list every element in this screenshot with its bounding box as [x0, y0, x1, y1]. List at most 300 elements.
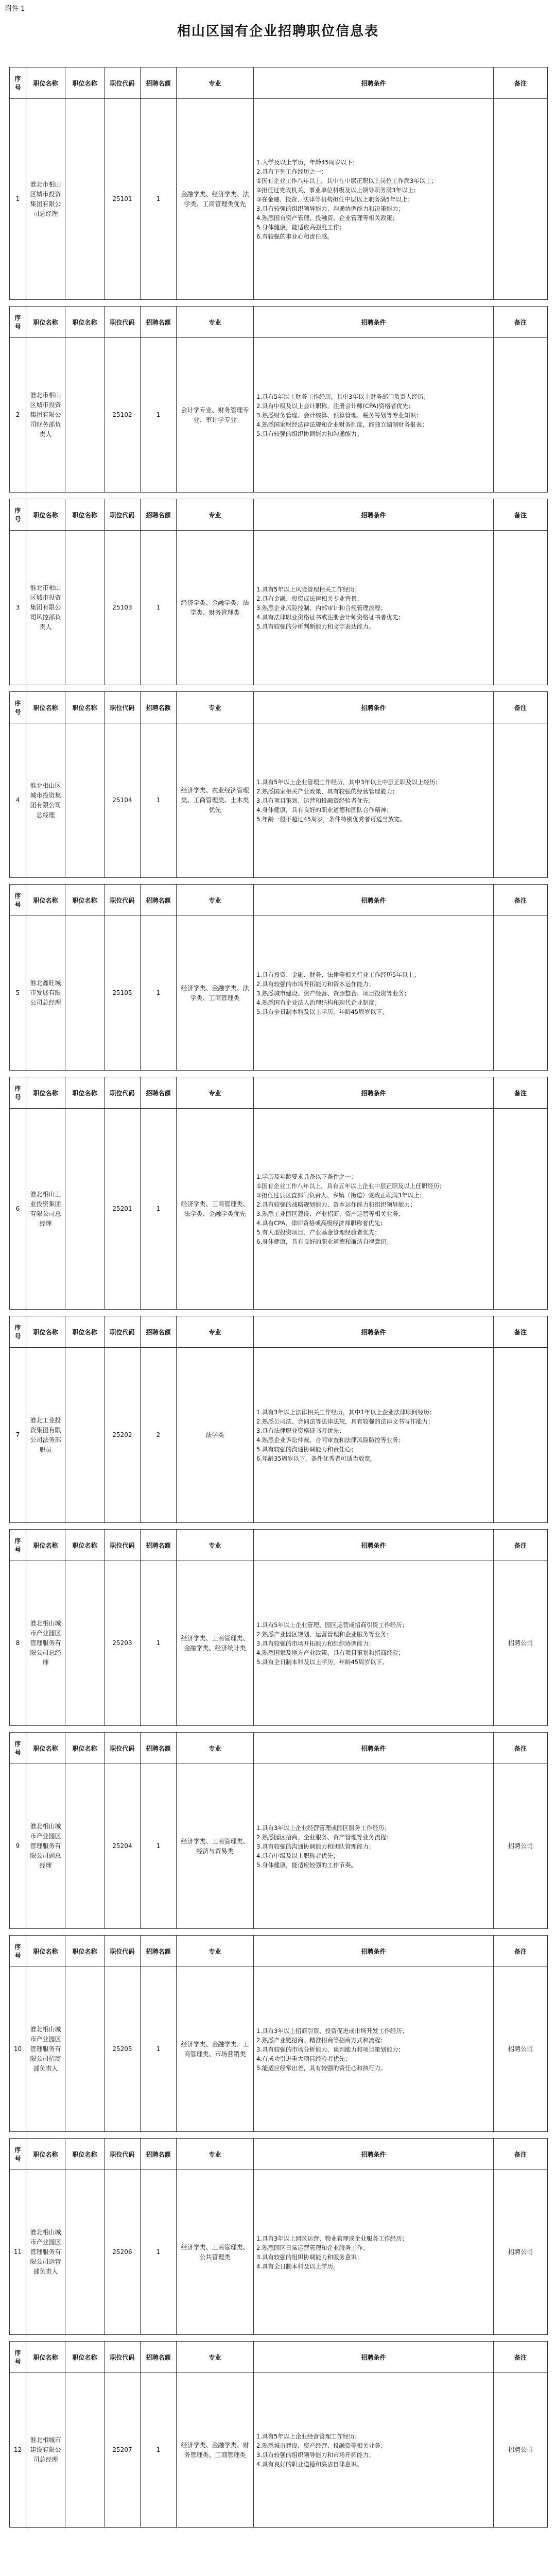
cell-major: 金融学类、经济学类、法学类、工商管理类优先 [177, 99, 254, 300]
header-conditions: 招聘条件 [254, 307, 494, 338]
header-conditions: 招聘条件 [254, 692, 494, 723]
header-count: 招聘名额 [141, 499, 177, 531]
job-block [9, 1935, 547, 2132]
condition-line: 2.熟悉国家相关产业政策，具有较强的经营管理能力； [256, 787, 398, 795]
job-table [9, 1529, 548, 1726]
condition-line: 3.熟悉财务管理、会计核算、预算管理、税务筹划等专业知识； [256, 411, 422, 419]
cell-position [65, 1109, 105, 1310]
condition-line: 1.具有5年以上风险管理相关工作经历； [256, 585, 361, 593]
header-no: 序号 [10, 499, 26, 531]
header-no: 序号 [10, 1733, 26, 1764]
header-code: 职位代码 [105, 1077, 141, 1109]
header-code: 职位代码 [105, 885, 141, 916]
job-block [9, 306, 547, 493]
header-conditions: 招聘条件 [254, 2139, 494, 2170]
cell-code: 25102 [105, 338, 141, 493]
job-block [9, 1732, 547, 1929]
cell-count: 1 [141, 99, 177, 300]
cell-code: 25204 [105, 1764, 141, 1929]
cell-code: 25202 [105, 1348, 141, 1523]
condition-line: 1.具有3年以上招商引资、投资促进或市场开发工作经历； [256, 2027, 408, 2035]
cell-conditions [254, 338, 494, 493]
header-position: 职位名称 [65, 499, 105, 531]
header-remarks: 备注 [494, 692, 548, 723]
cell-position [65, 1764, 105, 1929]
condition-line: 4.身体健康，具有良好的职业道德和团队合作精神； [256, 806, 392, 814]
header-no: 序号 [10, 2139, 26, 2170]
condition-line: 1.具有5年以上企业管理工作经历，其中3年以上中层正职及以上经历； [256, 778, 442, 786]
header-position: 职位名称 [65, 692, 105, 723]
header-major: 专业 [177, 1936, 254, 1967]
header-remarks: 备注 [494, 1733, 548, 1764]
header-major: 专业 [177, 67, 254, 99]
header-company: 职位名称 [26, 1316, 65, 1348]
table-row [10, 1967, 548, 2132]
cell-position [65, 1348, 105, 1523]
cell-conditions [254, 1967, 494, 2132]
header-count: 招聘名额 [141, 1936, 177, 1967]
table-row [10, 1109, 548, 1310]
cell-conditions [254, 1109, 494, 1310]
cell-company: 淮北相城市建设有限公司总经理 [26, 2373, 65, 2528]
cell-count: 1 [141, 1967, 177, 2132]
cell-remarks: 招聘公司 [494, 1561, 548, 1726]
header-count: 招聘名额 [141, 307, 177, 338]
job-block [9, 499, 547, 685]
header-conditions: 招聘条件 [254, 885, 494, 916]
table-row [10, 99, 548, 300]
condition-line: ②担任过党政机关、事业单位科级及以上领导职务满3年以上； [256, 186, 420, 194]
header-conditions: 招聘条件 [254, 2342, 494, 2373]
cell-conditions [254, 723, 494, 878]
cell-code: 25206 [105, 2170, 141, 2335]
job-table [9, 2138, 548, 2335]
table-row [10, 2170, 548, 2335]
table-header-row [10, 307, 548, 338]
condition-line: 6.有较强的事业心和责任感。 [256, 232, 333, 240]
cell-code: 25203 [105, 1561, 141, 1726]
table-row [10, 1764, 548, 1929]
header-major: 专业 [177, 692, 254, 723]
header-position: 职位名称 [65, 307, 105, 338]
cell-no: 3 [10, 531, 26, 685]
header-code: 职位代码 [105, 692, 141, 723]
cell-major: 经济学类、工商管理类、公共管理类 [177, 2170, 254, 2335]
header-remarks: 备注 [494, 1316, 548, 1348]
cell-major: 经济学类、金融学类、法学类、财务管理类 [177, 531, 254, 685]
cell-major: 法学类 [177, 1348, 254, 1523]
header-major: 专业 [177, 1077, 254, 1109]
header-conditions: 招聘条件 [254, 1733, 494, 1764]
table-header-row [10, 1936, 548, 1967]
header-remarks: 备注 [494, 885, 548, 916]
cell-count: 2 [141, 1348, 177, 1523]
header-no: 序号 [10, 885, 26, 916]
cell-company: 淮北相山工业投资集团有限公司总经理 [26, 1109, 65, 1310]
header-count: 招聘名额 [141, 1316, 177, 1348]
cell-remarks: 招聘公司 [494, 2373, 548, 2528]
header-company: 职位名称 [26, 1936, 65, 1967]
cell-position [65, 1561, 105, 1726]
header-major: 专业 [177, 2139, 254, 2170]
cell-count: 1 [141, 2373, 177, 2528]
condition-line: 1.大学及以上学历，年龄45周岁以下； [256, 158, 359, 166]
cell-remarks [494, 916, 548, 1071]
cell-code: 25205 [105, 1967, 141, 2132]
cell-major: 经济学类、工商管理类、法学类、金融学类优先 [177, 1109, 254, 1310]
cell-code: 25104 [105, 723, 141, 878]
condition-line: 5.年龄一般不超过45周岁，条件特别优秀者可适当放宽。 [256, 815, 406, 823]
condition-line: ③在金融、投资、法律等机构担任中层以上职务满5年以上； [256, 195, 414, 203]
cell-major: 会计学专业、财务管理专业、审计学专业 [177, 338, 254, 493]
table-row [10, 531, 548, 685]
header-no: 序号 [10, 1936, 26, 1967]
table-header-row [10, 67, 548, 99]
condition-line: 1.具有5年以上财务工作经历，其中3年以上财务部门负责人经历； [256, 393, 430, 400]
cell-major: 经济学类、金融学类、工商管理类、市场营销类 [177, 1967, 254, 2132]
condition-line: 2.具有金融、投资或法律相关专业背景； [256, 595, 363, 602]
header-count: 招聘名额 [141, 67, 177, 99]
header-remarks: 备注 [494, 2139, 548, 2170]
job-table [9, 306, 548, 493]
table-header-row [10, 1077, 548, 1109]
header-no: 序号 [10, 1316, 26, 1348]
cell-position [65, 338, 105, 493]
header-no: 序号 [10, 692, 26, 723]
cell-count: 1 [141, 1561, 177, 1726]
page-title: 相山区国有企业招聘职位信息表 [177, 24, 379, 39]
cell-remarks [494, 531, 548, 685]
cell-company: 淮北相山城市产业园区管理服务有限公司运营部负责人 [26, 2170, 65, 2335]
header-position: 职位名称 [65, 885, 105, 916]
header-position: 职位名称 [65, 1077, 105, 1109]
cell-remarks: 招聘公司 [494, 2170, 548, 2335]
condition-line: 5.具有较强的分析判断能力和文字表达能力。 [256, 622, 375, 630]
cell-count: 1 [141, 338, 177, 493]
condition-line: 4.具有良好的职业道德和廉洁自律意识。 [256, 2460, 363, 2468]
job-table [9, 1316, 548, 1523]
header-position: 职位名称 [65, 67, 105, 99]
condition-line: 2.具有较强的战略规划能力、资本运作能力和组织领导能力； [256, 1200, 416, 1208]
cell-position [65, 2170, 105, 2335]
header-remarks: 备注 [494, 67, 548, 99]
header-company: 职位名称 [26, 499, 65, 531]
cell-conditions [254, 1561, 494, 1726]
condition-line: 1.具有5年以上企业管理、园区运营或招商引资工作经历； [256, 1621, 408, 1629]
cell-no: 9 [10, 1764, 26, 1929]
condition-line: 2.具有中级及以上会计职称，注册会计师(CPA)资格者优先； [256, 402, 414, 410]
header-major: 专业 [177, 1733, 254, 1764]
header-count: 招聘名额 [141, 2139, 177, 2170]
table-row [10, 1561, 548, 1726]
condition-line: ②担任过县区直部门负责人、乡镇（街道）党政正职满3年以上； [256, 1191, 426, 1199]
cell-position [65, 2373, 105, 2528]
header-position: 职位名称 [65, 2139, 105, 2170]
header-company: 职位名称 [26, 307, 65, 338]
condition-line: 1.具有5年以上企业经营管理工作经历； [256, 2432, 361, 2440]
header-code: 职位代码 [105, 67, 141, 99]
table-header-row [10, 1530, 548, 1561]
header-company: 职位名称 [26, 1530, 65, 1561]
job-block [9, 1077, 547, 1310]
header-position: 职位名称 [65, 1936, 105, 1967]
cell-company: 淮北相山城市产业园区管理服务有限公司副总经理 [26, 1764, 65, 1929]
header-count: 招聘名额 [141, 1077, 177, 1109]
condition-line: 2.熟悉产业链招商、精准招商等招商方式和流程； [256, 2036, 387, 2044]
header-major: 专业 [177, 1316, 254, 1348]
header-code: 职位代码 [105, 1316, 141, 1348]
condition-line: 3.熟悉城市建设、资产经营、资源整合、项目投资等业务； [256, 989, 410, 997]
condition-line: 4.具有法律职业资格证书或注册会计师资格证书者优先； [256, 613, 404, 621]
cell-count: 1 [141, 1109, 177, 1310]
cell-no: 8 [10, 1561, 26, 1726]
cell-remarks [494, 1109, 548, 1310]
header-count: 招聘名额 [141, 1530, 177, 1561]
header-conditions: 招聘条件 [254, 1530, 494, 1561]
cell-company: 淮北工业投资集团有限公司法务部职员 [26, 1348, 65, 1523]
cell-count: 1 [141, 2170, 177, 2335]
cell-no: 7 [10, 1348, 26, 1523]
condition-line: 3.熟悉工业园区建设、产业招商、资产运营等相关业务； [256, 1210, 404, 1217]
condition-line: 1.学历及年龄要求具备以下条件之一： [256, 1173, 357, 1180]
cell-no: 1 [10, 99, 26, 300]
table-row [10, 1348, 548, 1523]
cell-position [65, 723, 105, 878]
header-code: 职位代码 [105, 2342, 141, 2373]
header-major: 专业 [177, 307, 254, 338]
cell-count: 1 [141, 916, 177, 1071]
cell-no: 11 [10, 2170, 26, 2335]
cell-major: 经济学类、金融学类、财务管理类、工商管理类 [177, 2373, 254, 2528]
cell-no: 4 [10, 723, 26, 878]
header-remarks: 备注 [494, 1077, 548, 1109]
condition-line: 2.熟悉城市建设、资产经营、投融资等相关业务； [256, 2442, 387, 2449]
header-remarks: 备注 [494, 1530, 548, 1561]
condition-line: 3.具有法律职业资格证书者优先； [256, 1427, 345, 1434]
job-block [9, 691, 547, 878]
header-no: 序号 [10, 67, 26, 99]
header-code: 职位代码 [105, 2139, 141, 2170]
condition-line: 6.年龄35周岁以下，条件优秀者可适当放宽。 [256, 1454, 376, 1462]
job-table [9, 1077, 548, 1310]
table-header-row [10, 2342, 548, 2373]
attachment-label: 附件 1 [5, 5, 25, 13]
condition-line: ①国有企业工作八年以上，具有五年以上企业中层正职及以上任职经历； [256, 1182, 445, 1190]
condition-line: 4.熟悉企业诉讼仲裁、合同审查和法律风险防控等业务； [256, 1436, 404, 1444]
header-no: 序号 [10, 1077, 26, 1109]
header-conditions: 招聘条件 [254, 1077, 494, 1109]
header-major: 专业 [177, 499, 254, 531]
header-company: 职位名称 [26, 2342, 65, 2373]
condition-line: 5.身体健康，能适应高强度工作； [256, 223, 345, 231]
cell-company: 淮北市相山区城市投资集团有限公司总经理 [26, 99, 65, 300]
header-company: 职位名称 [26, 885, 65, 916]
header-conditions: 招聘条件 [254, 499, 494, 531]
header-remarks: 备注 [494, 499, 548, 531]
condition-line: 3.具有较强的市场分析能力、谈判能力和项目策划能力； [256, 2045, 404, 2053]
cell-no: 2 [10, 338, 26, 493]
header-code: 职位代码 [105, 499, 141, 531]
cell-code: 25207 [105, 2373, 141, 2528]
cell-no: 5 [10, 916, 26, 1071]
condition-line: 3.具有项目策划、运营和投融资经验者优先； [256, 796, 375, 804]
condition-line: 4.具有全日制本科及以上学历。 [256, 2262, 339, 2270]
job-table [9, 1935, 548, 2132]
job-table [9, 67, 548, 300]
condition-line: 6.身体健康，具有良好的职业道德和廉洁自律意识。 [256, 1238, 392, 1245]
condition-line: 3.具有较强的沟通协调能力和团队管理能力； [256, 1842, 375, 1850]
header-remarks: 备注 [494, 307, 548, 338]
table-header-row [10, 499, 548, 531]
job-block [9, 2341, 547, 2528]
condition-line: 2.具有较强的市场开拓能力和资本运作能力； [256, 980, 375, 988]
table-header-row [10, 885, 548, 916]
header-company: 职位名称 [26, 67, 65, 99]
condition-line: 5.具有全日制本科及以上学历，年龄45周岁以下。 [256, 1658, 388, 1666]
condition-line: 1.具有3年以上企业经营管理或园区服务工作经历； [256, 1824, 390, 1832]
cell-remarks: 招聘公司 [494, 1764, 548, 1929]
job-table [9, 1732, 548, 1929]
header-company: 职位名称 [26, 692, 65, 723]
header-count: 招聘名额 [141, 1733, 177, 1764]
condition-line: 5.能适应经常出差，具有较强的责任心和执行力。 [256, 2064, 387, 2072]
header-code: 职位代码 [105, 1530, 141, 1561]
condition-line: 4.具有CPA、律师资格或高级经济师职称者优先； [256, 1219, 386, 1227]
header-major: 专业 [177, 885, 254, 916]
table-header-row [10, 2139, 548, 2170]
cell-major: 经济学类、工商管理类、金融学类、经济统计类 [177, 1561, 254, 1726]
job-table [9, 884, 548, 1071]
cell-company: 淮北相山区城市投资集团有限公司总经理 [26, 723, 65, 878]
condition-line: ①国有企业工作八年以上，其中在中层正职以上岗位工作满3年以上； [256, 177, 438, 184]
header-no: 序号 [10, 307, 26, 338]
condition-line: 1.具有3年以上法律相关工作经历，其中1年以上企业法律顾问经历； [256, 1408, 436, 1416]
header-position: 职位名称 [65, 1530, 105, 1561]
header-conditions: 招聘条件 [254, 1936, 494, 1967]
cell-conditions [254, 99, 494, 300]
header-conditions: 招聘条件 [254, 67, 494, 99]
header-company: 职位名称 [26, 2139, 65, 2170]
condition-line: 2.熟悉园区招商、企业服务、资产管理等业务流程； [256, 1833, 392, 1841]
job-tables [9, 67, 547, 2534]
condition-line: 2.熟悉产业园区规划、运营管理和企业服务等业务； [256, 1630, 392, 1638]
cell-company: 淮北市相山区城市投资集团有限公司财务部负责人 [26, 338, 65, 493]
condition-line: 1.具有投资、金融、财务、法律等相关行业工作经历5年以上； [256, 971, 420, 978]
cell-conditions [254, 1764, 494, 1929]
condition-line: 2.熟悉公司法、合同法等法律法规，具有较强的法律文书写作能力； [256, 1417, 434, 1425]
cell-position [65, 1967, 105, 2132]
cell-position [65, 916, 105, 1071]
table-row [10, 2373, 548, 2528]
condition-line: 3.具有较强的组织领导能力、沟通协调能力和决策能力； [256, 205, 404, 212]
cell-major: 经济学类、金融学类、法学类、工商管理类 [177, 916, 254, 1071]
job-table [9, 691, 548, 878]
cell-remarks: 招聘公司 [494, 1967, 548, 2132]
job-table [9, 499, 548, 685]
cell-conditions [254, 2170, 494, 2335]
condition-line: 2.具有下列工作经历之一： [256, 167, 327, 175]
condition-line: 4.熟悉国家财经法律法规和企业财务制度，能独立编制财务报表； [256, 420, 428, 428]
condition-line: 5.具有较强的沟通协调能力和责任心； [256, 1445, 357, 1453]
table-row [10, 723, 548, 878]
cell-major: 经济学类、农业经济管理类、工商管理类、土木类优先 [177, 723, 254, 878]
header-position: 职位名称 [65, 1316, 105, 1348]
cell-conditions [254, 531, 494, 685]
job-block [9, 1529, 547, 1726]
header-code: 职位代码 [105, 307, 141, 338]
table-header-row [10, 1733, 548, 1764]
job-block [9, 1316, 547, 1523]
cell-code: 25201 [105, 1109, 141, 1310]
cell-no: 10 [10, 1967, 26, 2132]
cell-company: 淮北相山城市产业园区管理服务有限公司总经理 [26, 1561, 65, 1726]
cell-count: 1 [141, 723, 177, 878]
header-position: 职位名称 [65, 2342, 105, 2373]
cell-conditions [254, 916, 494, 1071]
condition-line: 5.有大型投资项目、产业基金管理经验者优先； [256, 1228, 380, 1236]
table-row [10, 916, 548, 1071]
condition-line: 4.熟悉国家及地方产业政策，具有项目策划和招商经验； [256, 1649, 404, 1656]
cell-conditions [254, 1348, 494, 1523]
cell-position [65, 99, 105, 300]
condition-line: 4.熟悉国有资产管理、投融资、企业管理等相关政策； [256, 214, 398, 222]
cell-code: 25103 [105, 531, 141, 685]
header-no: 序号 [10, 1530, 26, 1561]
cell-major: 经济学类、工商管理类、经济与贸易类 [177, 1764, 254, 1929]
header-code: 职位代码 [105, 1936, 141, 1967]
header-remarks: 备注 [494, 1936, 548, 1967]
job-block [9, 2138, 547, 2335]
condition-line: 3.具有较强的市场开拓能力和组织协调能力； [256, 1639, 375, 1647]
job-block [9, 67, 547, 300]
header-major: 专业 [177, 2342, 254, 2373]
header-company: 职位名称 [26, 1733, 65, 1764]
condition-line: 3.具有较强的组织领导能力和市场开拓能力； [256, 2451, 375, 2459]
cell-count: 1 [141, 1764, 177, 1929]
condition-line: 3.具有较强的组织协调能力和服务意识； [256, 2253, 363, 2261]
cell-company: 淮北相山城市产业园区管理服务有限公司招商部负责人 [26, 1967, 65, 2132]
job-block [9, 884, 547, 1071]
header-count: 招聘名额 [141, 692, 177, 723]
cell-count: 1 [141, 531, 177, 685]
header-count: 招聘名额 [141, 885, 177, 916]
table-row [10, 338, 548, 493]
condition-line: 5.具有全日制本科及以上学历，年龄45周岁以下。 [256, 1008, 388, 1015]
cell-remarks [494, 338, 548, 493]
cell-company: 淮北鑫旺城市发展有限公司总经理 [26, 916, 65, 1071]
cell-remarks [494, 1348, 548, 1523]
condition-line: 3.熟悉企业风险控制、内部审计和合规管理流程； [256, 604, 387, 612]
condition-line: 2.熟悉园区日常运营管理和企业服务工作； [256, 2244, 369, 2251]
header-conditions: 招聘条件 [254, 1316, 494, 1348]
cell-no: 6 [10, 1109, 26, 1310]
cell-code: 25105 [105, 916, 141, 1071]
cell-remarks [494, 99, 548, 300]
condition-line: 5.具有较强的组织协调能力和沟通能力。 [256, 430, 363, 437]
cell-code: 25101 [105, 99, 141, 300]
cell-no: 12 [10, 2373, 26, 2528]
header-position: 职位名称 [65, 1733, 105, 1764]
cell-position [65, 531, 105, 685]
condition-line: 5.身体健康，能适应较强的工作节奏。 [256, 1861, 357, 1869]
header-major: 专业 [177, 1530, 254, 1561]
cell-remarks [494, 723, 548, 878]
condition-line: 4.具有中级及以上职称者优先； [256, 1852, 339, 1859]
condition-line: 4.有成功引进重大项目经验者优先； [256, 2055, 351, 2062]
header-remarks: 备注 [494, 2342, 548, 2373]
table-header-row [10, 692, 548, 723]
job-table [9, 2341, 548, 2528]
